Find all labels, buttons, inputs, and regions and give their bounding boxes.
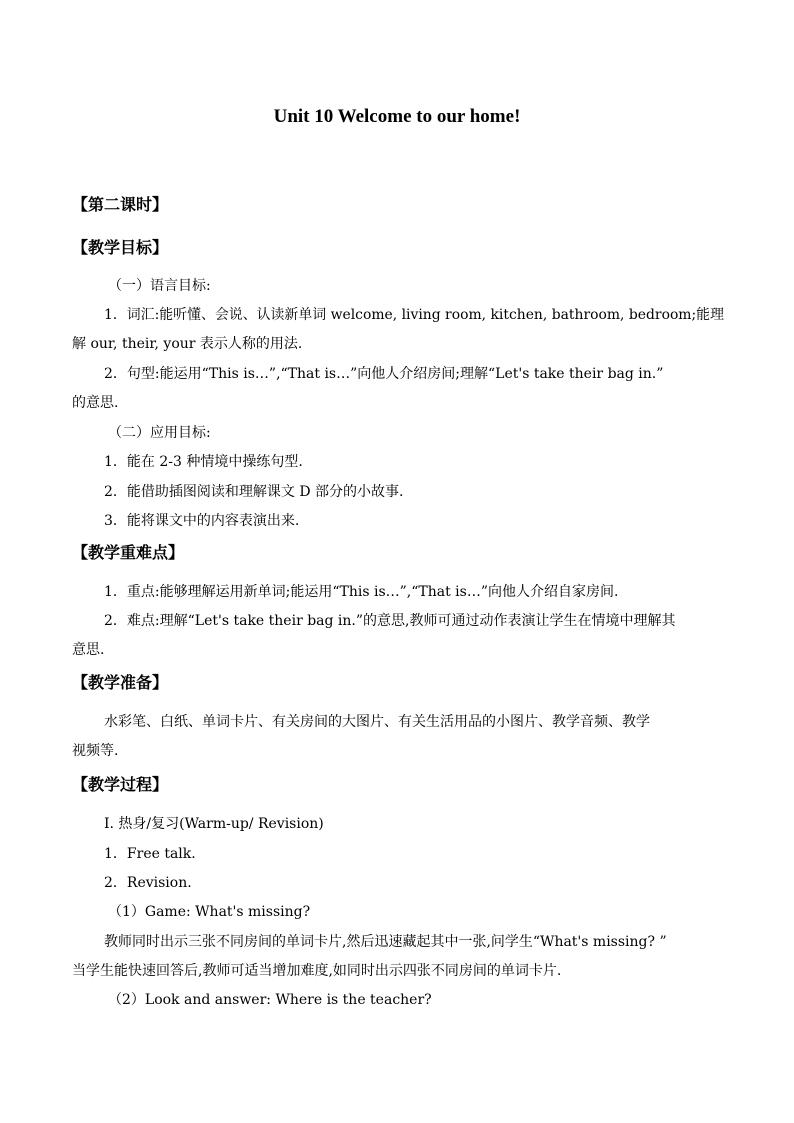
goals-application-1: 1．能在 2-3 种情境中操练句型. [104,454,303,470]
goals-application-title: （二）应用目标: [108,425,211,441]
key-point-2-line2: 意思. [72,642,105,658]
process-step-1: 1．Free talk. [104,846,196,862]
goals-vocab-line1: 1．词汇:能听懂、会说、认读新单词 welcome, living room, kitchen, bathroom, bedroom;能理 [104,307,725,323]
goals-application-3: 3．能将课文中的内容表演出来. [104,513,300,529]
heading-process: 【教学过程】 [72,775,169,794]
heading-preparation: 【教学准备】 [72,673,169,692]
process-game-desc-line2: 当学生能快速回答后,教师可适当增加难度,如同时出示四张不同房间的单词卡片. [72,963,562,979]
page-title: Unit 10 Welcome to our home! [273,106,521,127]
goals-vocab-line2: 解 our, their, your 表示人称的用法. [72,336,303,352]
heading-goals: 【教学目标】 [72,238,169,257]
prep-line1: 水彩笔、白纸、单词卡片、有关房间的大图片、有关生活用品的小图片、教学音频、教学 [104,714,650,730]
process-look-answer: （2）Look and answer: Where is the teacher? [108,992,432,1008]
goals-language-title: （一）语言目标: [108,278,211,294]
heading-lesson: 【第二课时】 [72,195,169,214]
heading-key-points: 【教学重难点】 [72,543,185,562]
goals-sentence-line2: 的意思. [72,395,119,411]
goals-application-2: 2．能借助插图阅读和理解课文 D 部分的小故事. [104,484,404,500]
prep-line2: 视频等. [72,743,119,759]
process-game-desc-line1: 教师同时出示三张不同房间的单词卡片,然后迅速藏起其中一张,问学生“What's missing? ” [104,934,667,950]
key-point-1: 1．重点:能够理解运用新单词;能运用“This is…”,“That is…”向他人介绍自家房间. [104,584,619,600]
process-warmup: I. 热身/复习(Warm-up/ Revision) [104,816,324,832]
process-game: （1）Game: What's missing? [108,904,311,920]
goals-sentence-line1: 2．句型:能运用“This is…”,“That is…”向他人介绍房间;理解“Let's take their bag in.” [104,366,664,382]
process-step-2: 2．Revision. [104,875,192,891]
key-point-2-line1: 2．难点:理解“Let's take their bag in.”的意思,教师可通过动作表演让学生在情境中理解其 [104,613,676,629]
